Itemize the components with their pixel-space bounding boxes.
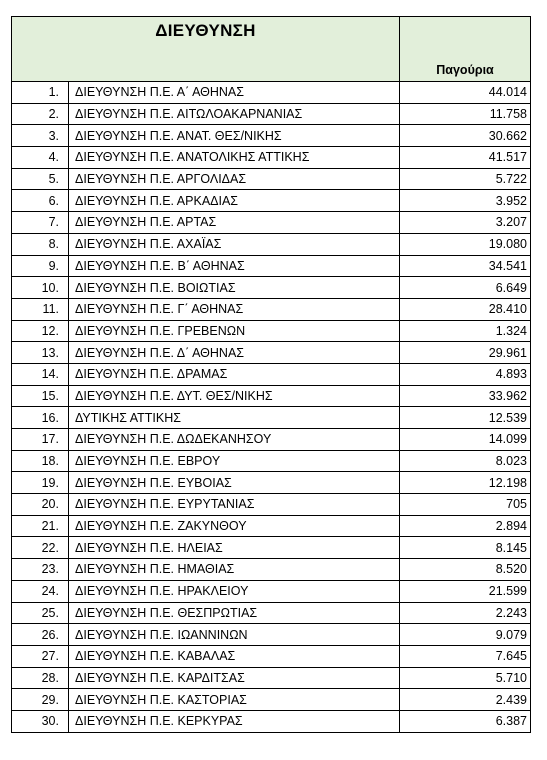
row-value: 8.145 [400, 537, 531, 559]
row-value: 2.439 [400, 689, 531, 711]
table-row [12, 689, 531, 711]
row-value: 8.023 [400, 450, 531, 472]
row-value: 3.952 [400, 190, 531, 212]
row-number: 24. [12, 580, 69, 602]
table-row [12, 710, 531, 732]
row-number: 14. [12, 363, 69, 385]
table-row [12, 429, 531, 451]
row-number: 11. [12, 298, 69, 320]
row-directorate-name: ΔΙΕΥΘΥΝΣΗ Π.Ε. ΖΑΚΥΝΘΟΥ [69, 515, 400, 537]
row-value: 705 [400, 494, 531, 516]
row-directorate-name: ΔΙΕΥΘΥΝΣΗ Π.Ε. Γ΄ ΑΘΗΝΑΣ [69, 298, 400, 320]
row-number: 21. [12, 515, 69, 537]
row-number: 17. [12, 429, 69, 451]
row-directorate-name: ΔΙΕΥΘΥΝΣΗ Π.Ε. ΚΕΡΚΥΡΑΣ [69, 710, 400, 732]
row-value: 3.207 [400, 212, 531, 234]
row-directorate-name: ΔΙΕΥΘΥΝΣΗ Π.Ε. Β΄ ΑΘΗΝΑΣ [69, 255, 400, 277]
table-row [12, 320, 531, 342]
row-value: 14.099 [400, 429, 531, 451]
row-directorate-name: ΔΙΕΥΘΥΝΣΗ Π.Ε. ΑΡΚΑΔΙΑΣ [69, 190, 400, 212]
row-directorate-name: ΔΙΕΥΘΥΝΣΗ Π.Ε. ΒΟΙΩΤΙΑΣ [69, 277, 400, 299]
table-row [12, 298, 531, 320]
row-directorate-name: ΔΙΕΥΘΥΝΣΗ Π.Ε. ΗΜΑΘΙΑΣ [69, 559, 400, 581]
row-number: 6. [12, 190, 69, 212]
table-row [12, 168, 531, 190]
row-number: 7. [12, 212, 69, 234]
row-number: 3. [12, 125, 69, 147]
row-number: 19. [12, 472, 69, 494]
row-directorate-name: ΔΙΕΥΘΥΝΣΗ Π.Ε. ΗΡΑΚΛΕΙΟΥ [69, 580, 400, 602]
row-number: 8. [12, 233, 69, 255]
row-value: 2.894 [400, 515, 531, 537]
table-row [12, 147, 531, 169]
table-row [12, 645, 531, 667]
table-row [12, 385, 531, 407]
row-directorate-name: ΔΙΕΥΘΥΝΣΗ Π.Ε. ΔΥΤ. ΘΕΣ/ΝΙΚΗΣ [69, 385, 400, 407]
row-number: 13. [12, 342, 69, 364]
row-number: 25. [12, 602, 69, 624]
row-value: 12.539 [400, 407, 531, 429]
row-number: 27. [12, 645, 69, 667]
row-number: 29. [12, 689, 69, 711]
table-row [12, 602, 531, 624]
row-value: 29.961 [400, 342, 531, 364]
row-directorate-name: ΔΙΕΥΘΥΝΣΗ Π.Ε. ΚΑΒΑΛΑΣ [69, 645, 400, 667]
table-row [12, 342, 531, 364]
row-value: 34.541 [400, 255, 531, 277]
row-directorate-name: ΔΙΕΥΘΥΝΣΗ Π.Ε. ΘΕΣΠΡΩΤΙΑΣ [69, 602, 400, 624]
table-row [12, 537, 531, 559]
row-number: 9. [12, 255, 69, 277]
row-directorate-name: ΔΙΕΥΘΥΝΣΗ Π.Ε. Α΄ ΑΘΗΝΑΣ [69, 82, 400, 104]
row-value: 21.599 [400, 580, 531, 602]
row-directorate-name: ΔΙΕΥΘΥΝΣΗ Π.Ε. Δ΄ ΑΘΗΝΑΣ [69, 342, 400, 364]
row-number: 16. [12, 407, 69, 429]
table-row [12, 233, 531, 255]
table-row [12, 363, 531, 385]
table-row [12, 190, 531, 212]
row-directorate-name: ΔΙΕΥΘΥΝΣΗ Π.Ε. ΔΩΔΕΚΑΝΗΣΟΥ [69, 429, 400, 451]
row-value: 6.649 [400, 277, 531, 299]
row-number: 5. [12, 168, 69, 190]
row-number: 30. [12, 710, 69, 732]
row-directorate-name: ΔΙΕΥΘΥΝΣΗ Π.Ε. ΑΧΑΪΑΣ [69, 233, 400, 255]
row-value: 11.758 [400, 103, 531, 125]
header-directorate: ΔΙΕΥΘΥΝΣΗ [12, 17, 400, 82]
row-value: 12.198 [400, 472, 531, 494]
row-directorate-name: ΔΙΕΥΘΥΝΣΗ Π.Ε. ΕΥΒΟΙΑΣ [69, 472, 400, 494]
row-value: 8.520 [400, 559, 531, 581]
row-directorate-name: ΔΙΕΥΘΥΝΣΗ Π.Ε. ΙΩΑΝΝΙΝΩΝ [69, 624, 400, 646]
row-directorate-name: ΔΙΕΥΘΥΝΣΗ Π.Ε. ΗΛΕΙΑΣ [69, 537, 400, 559]
table-row [12, 212, 531, 234]
row-directorate-name: ΔΙΕΥΘΥΝΣΗ Π.Ε. ΓΡΕΒΕΝΩΝ [69, 320, 400, 342]
row-directorate-name: ΔΙΕΥΘΥΝΣΗ Π.Ε. ΑΝΑΤΟΛΙΚΗΣ ΑΤΤΙΚΗΣ [69, 147, 400, 169]
table-row [12, 667, 531, 689]
row-number: 22. [12, 537, 69, 559]
row-value: 9.079 [400, 624, 531, 646]
row-value: 44.014 [400, 82, 531, 104]
row-value: 41.517 [400, 147, 531, 169]
row-number: 2. [12, 103, 69, 125]
row-directorate-name: ΔΙΕΥΘΥΝΣΗ Π.Ε. ΑΡΤΑΣ [69, 212, 400, 234]
row-directorate-name: ΔΙΕΥΘΥΝΣΗ Π.Ε. ΔΡΑΜΑΣ [69, 363, 400, 385]
table-row [12, 515, 531, 537]
row-value: 33.962 [400, 385, 531, 407]
table-row [12, 559, 531, 581]
table-row [12, 82, 531, 104]
row-value: 28.410 [400, 298, 531, 320]
row-number: 1. [12, 82, 69, 104]
row-directorate-name: ΔΙΕΥΘΥΝΣΗ Π.Ε. ΑΡΓΟΛΙΔΑΣ [69, 168, 400, 190]
table-row [12, 125, 531, 147]
table-row [12, 103, 531, 125]
row-number: 26. [12, 624, 69, 646]
table-row [12, 450, 531, 472]
row-number: 20. [12, 494, 69, 516]
table-row [12, 624, 531, 646]
row-value: 5.710 [400, 667, 531, 689]
row-number: 23. [12, 559, 69, 581]
row-number: 15. [12, 385, 69, 407]
row-value: 4.893 [400, 363, 531, 385]
row-directorate-name: ΔΙΕΥΘΥΝΣΗ Π.Ε. ΚΑΡΔΙΤΣΑΣ [69, 667, 400, 689]
row-number: 12. [12, 320, 69, 342]
row-value: 5.722 [400, 168, 531, 190]
table-header-row [12, 17, 531, 82]
table-row [12, 277, 531, 299]
row-directorate-name: ΔΥΤΙΚΗΣ ΑΤΤΙΚΗΣ [69, 407, 400, 429]
row-number: 4. [12, 147, 69, 169]
row-directorate-name: ΔΙΕΥΘΥΝΣΗ Π.Ε. ΕΥΡΥΤΑΝΙΑΣ [69, 494, 400, 516]
row-value: 2.243 [400, 602, 531, 624]
row-number: 10. [12, 277, 69, 299]
table-row [12, 472, 531, 494]
row-value: 1.324 [400, 320, 531, 342]
row-value: 7.645 [400, 645, 531, 667]
table-row [12, 255, 531, 277]
row-directorate-name: ΔΙΕΥΘΥΝΣΗ Π.Ε. ΚΑΣΤΟΡΙΑΣ [69, 689, 400, 711]
row-directorate-name: ΔΙΕΥΘΥΝΣΗ Π.Ε. ΑΝΑΤ. ΘΕΣ/ΝΙΚΗΣ [69, 125, 400, 147]
table-row [12, 580, 531, 602]
header-value: Παγούρια [400, 17, 531, 82]
row-number: 28. [12, 667, 69, 689]
row-directorate-name: ΔΙΕΥΘΥΝΣΗ Π.Ε. ΑΙΤΩΛΟΑΚΑΡΝΑΝΙΑΣ [69, 103, 400, 125]
row-number: 18. [12, 450, 69, 472]
distribution-table [11, 16, 531, 733]
row-directorate-name: ΔΙΕΥΘΥΝΣΗ Π.Ε. ΕΒΡΟΥ [69, 450, 400, 472]
row-value: 19.080 [400, 233, 531, 255]
row-value: 6.387 [400, 710, 531, 732]
row-value: 30.662 [400, 125, 531, 147]
table-row [12, 407, 531, 429]
table-row [12, 494, 531, 516]
